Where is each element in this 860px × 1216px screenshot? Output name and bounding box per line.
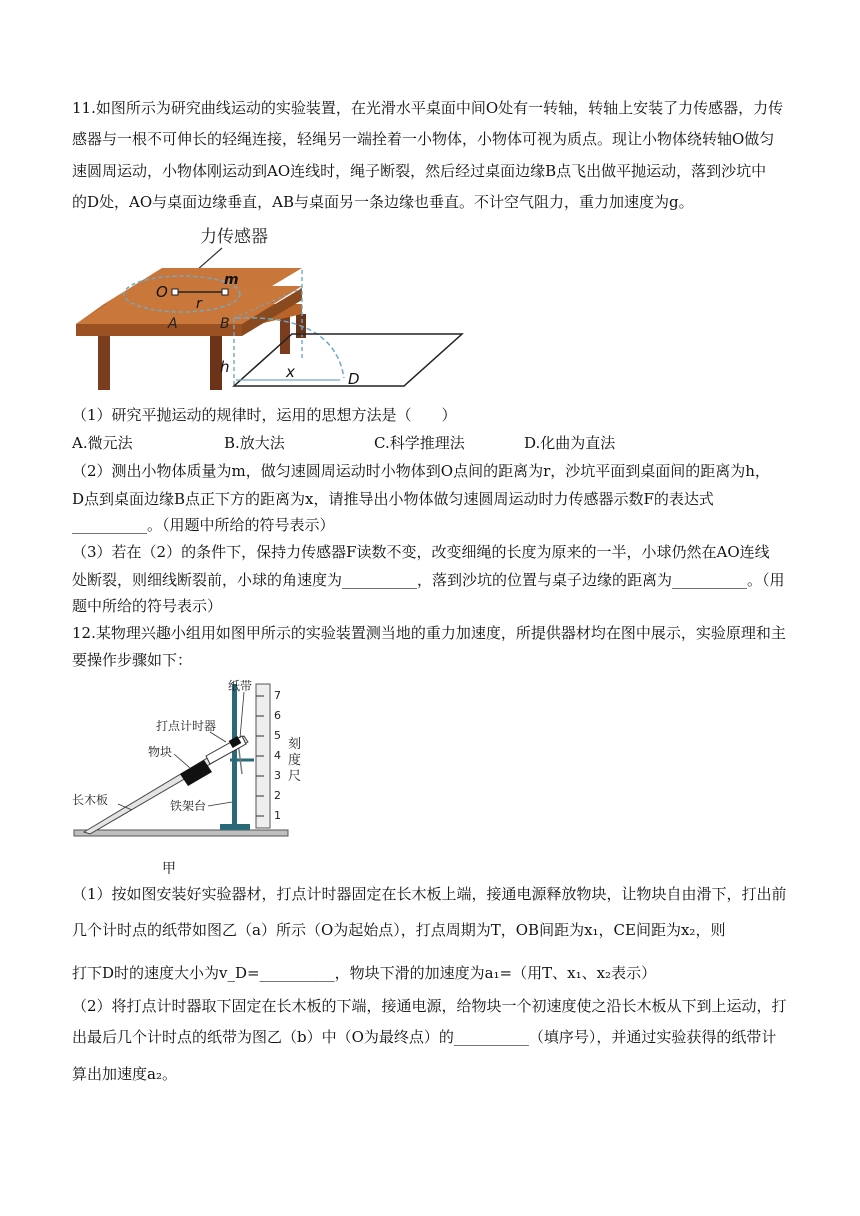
q11-option-a: A.微元法: [72, 434, 133, 452]
block-label: 物块: [148, 745, 173, 759]
q11-part3-line-3: 题中所给的符号表示）: [72, 597, 223, 615]
ruler-tick-6: 6: [274, 709, 281, 722]
ruler-label: [288, 737, 302, 784]
q11-option-b: B.放大法: [224, 434, 285, 452]
q11-part2-line-2: D点到桌面边缘B点正下方的距离为x，请推导出小物体做匀速圆周运动时力传感器示数F的表达式: [72, 490, 714, 508]
label-x: x: [286, 363, 295, 381]
q12-part2-line-1: （2）将打点计时器取下固定在长木板的下端，接通电源，给物块一个初速度使之沿长木板从下到上运动，打: [72, 997, 787, 1015]
tape-label: 纸带: [228, 679, 253, 693]
sensor-label: 力传感器: [200, 227, 268, 247]
q11-part3-line-2: 处断裂，则细线断裂前，小球的角速度为__________，落到沙坑的位置与桌子边缘的距离为__________。（用: [72, 571, 785, 589]
ruler-tick-4: 4: [274, 749, 281, 762]
ruler-label-char-1: 刻: [288, 737, 302, 752]
q12-part1-line-1: （1）按如图安装好实验器材，打点计时器固定在长木板上端，接通电源释放物块，让物块自由滑下，打出前: [72, 885, 787, 903]
label-B: B: [220, 316, 230, 332]
q11-line-4: 的D处，AO与桌面边缘垂直，AB与桌面另一条边缘也垂直。不计空气阻力，重力加速度为g。: [72, 193, 694, 211]
q12-part2-line-3: 算出加速度a₂。: [72, 1065, 177, 1083]
q11-apparatus-figure: [72, 218, 472, 394]
label-A: A: [168, 316, 178, 332]
q12-apparatus-figure: [72, 676, 302, 876]
board-label: 长木板: [72, 793, 109, 807]
ruler-tick-1: 1: [274, 809, 281, 822]
q12-part1-line-2: 几个计时点的纸带如图乙（a）所示（O为起始点），打点周期为T，OB间距为x₁，CE间距为x₂，则: [72, 921, 726, 939]
ruler-label-char-2: 度: [288, 753, 302, 768]
q12-line-1: 12.某物理兴趣小组用如图甲所示的实验装置测当地的重力加速度，所提供器材均在图中展示，实验原理和主: [72, 624, 786, 642]
figure-caption: 甲: [162, 861, 176, 877]
label-h: h: [220, 358, 230, 376]
label-D: D: [348, 370, 360, 388]
label-m: m: [224, 272, 239, 288]
q11-part3-line-1: （3）若在（2）的条件下，保持力传感器F读数不变，改变细绳的长度为原来的一半，小球仍然在AO连线: [72, 543, 770, 561]
label-r: r: [196, 296, 202, 312]
q12-part1-line-3: 打下D时的速度大小为v_D=__________，物块下滑的加速度为a₁=（用T、x₁、x₂表示）: [72, 964, 657, 982]
q11-part2-line-3: __________。（用题中所给的符号表示）: [72, 516, 335, 534]
q11-option-c: C.科学推理法: [374, 434, 465, 452]
q11-line-1: 11.如图所示为研究曲线运动的实验装置，在光滑水平桌面中间O处有一转轴，转轴上安装了力传感器，力传: [72, 99, 784, 117]
ruler-tick-5: 5: [274, 729, 281, 742]
ruler-tick-3: 3: [274, 769, 281, 782]
q12-part2-line-2: 出最后几个计时点的纸带为图乙（b）中（O为最终点）的__________（填序号），并通过实验获得的纸带计: [72, 1028, 777, 1046]
q11-part2-line-1: （2）测出小物体质量为m，做匀速圆周运动时小物体到O点间的距离为r，沙坑平面到桌面间的距离为h，: [72, 462, 770, 480]
q11-line-2: 感器与一根不可伸长的轻绳连接，轻绳另一端拴着一小物体，小物体可视为质点。现让小物体绕转轴O做匀: [72, 130, 775, 148]
q12-line-2: 要操作步骤如下：: [72, 651, 193, 669]
ruler-tick-2: 2: [274, 789, 281, 802]
label-O: O: [156, 283, 168, 301]
q11-part1: （1）研究平抛运动的规律时，运用的思想方法是（ ）: [72, 406, 457, 424]
ruler-label-char-3: 尺: [288, 769, 302, 784]
ruler-tick-7: 7: [274, 689, 281, 702]
stand-label: 铁架台: [170, 799, 207, 813]
timer-label: 打点计时器: [156, 719, 217, 733]
q11-line-3: 速圆周运动，小物体刚运动到AO连线时，绳子断裂，然后经过桌面边缘B点飞出做平抛运动，落到沙坑中: [72, 162, 767, 180]
q11-option-d: D.化曲为直法: [524, 434, 616, 452]
